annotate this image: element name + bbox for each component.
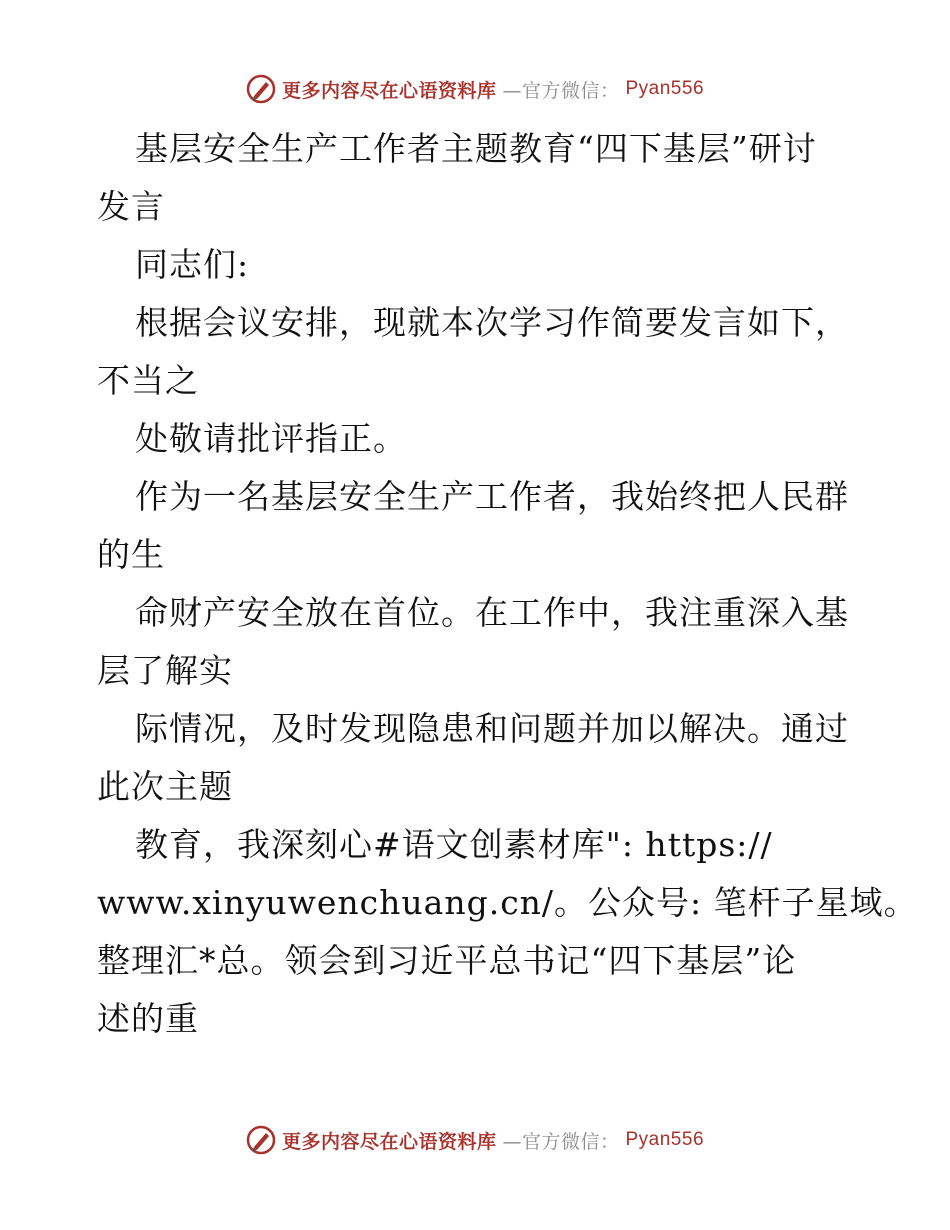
title-line-2: 发言: [97, 187, 165, 226]
banner-brand-text: 更多内容尽在心语资料库: [281, 1130, 497, 1153]
paragraph-line: 命财产安全放在首位。在工作中，我注重深入基: [135, 593, 849, 632]
banner-separator-text: —官方微信：: [502, 79, 620, 102]
paragraph-line: 际情况，及时发现隐患和问题并加以解决。通过: [135, 709, 849, 748]
pen-logo-icon: [246, 74, 276, 104]
banner-brand-text: 更多内容尽在心语资料库: [281, 79, 497, 102]
banner-wechat-id: Pyan556: [625, 78, 705, 99]
paragraph-line: 层了解实: [97, 651, 233, 690]
title-line-1: 基层安全生产工作者主题教育“四下基层”研讨: [135, 129, 817, 168]
paragraph-line: 处敬请批评指正。: [135, 419, 407, 458]
paragraph-line: 述的重: [97, 999, 199, 1038]
paragraph-line: 此次主题: [97, 767, 233, 806]
document-body: [97, 120, 918, 1048]
paragraph-line: 教育，我深刻心#语文创素材库": https://: [135, 825, 773, 864]
banner-wechat-id: Pyan556: [625, 1129, 705, 1150]
paragraph-line: 的生: [97, 535, 165, 574]
footer-banner: [0, 1123, 950, 1157]
pen-logo-icon: [246, 1125, 276, 1155]
salutation: 同志们:: [135, 245, 250, 284]
banner-separator-text: —官方微信：: [502, 1130, 620, 1153]
header-banner: [0, 72, 950, 106]
paragraph-line: www.xinyuwenchuang.cn/。公众号: 笔杆子星域。: [97, 883, 918, 922]
paragraph-line: 整理汇*总。领会到习近平总书记“四下基层”论: [97, 941, 797, 980]
paragraph-line: 作为一名基层安全生产工作者，我始终把人民群: [135, 477, 849, 516]
paragraph-line: 不当之: [97, 361, 199, 400]
paragraph-line: 根据会议安排，现就本次学习作简要发言如下，: [135, 303, 849, 342]
